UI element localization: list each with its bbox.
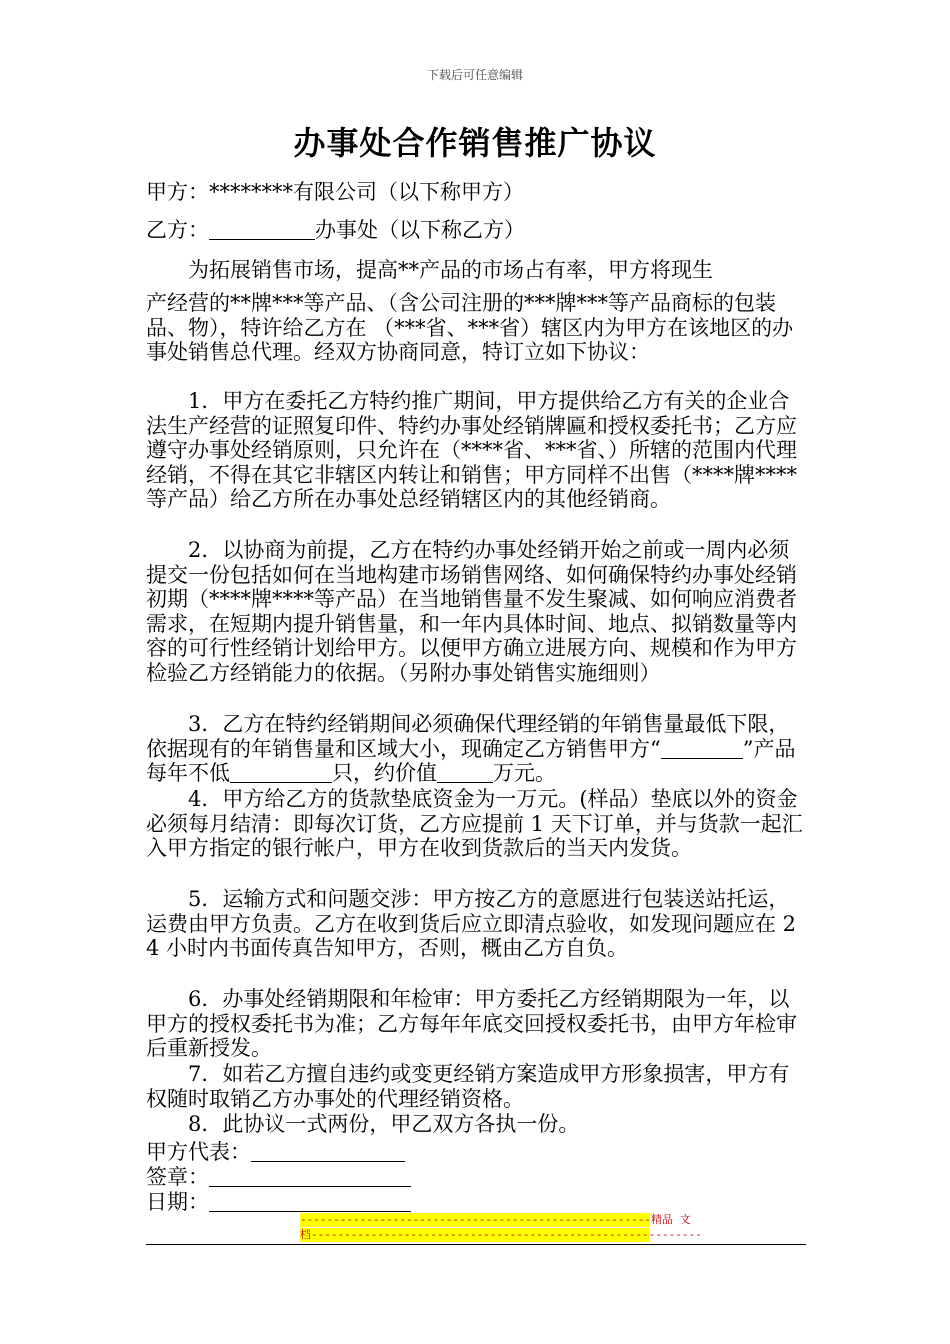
intro-paragraph: 产经营的**牌***等产品、（含公司注册的***牌***等产品商标的包装品、物），特许给乙方在 （***省、***省）辖区内为甲方在该地区的办事处销售总代理。经双方协商同意，特订立如下协议：: [146, 291, 794, 365]
intro-line1: 为拓展销售市场，提高**产品的市场占有率，甲方将现生: [188, 258, 713, 282]
document-title: 办事处合作销售推广协议: [293, 124, 657, 162]
signature-date: 日期：: [146, 1186, 411, 1216]
seal-blank: [209, 1166, 411, 1187]
footer-rule: [146, 1244, 806, 1245]
party-b-line: [146, 214, 525, 244]
signature-rep: 甲方代表：: [146, 1136, 405, 1166]
footer-line2: 档-----------------------------------------------------------: [300, 1228, 702, 1241]
party-b-suffix: 办事处（以下称乙方）: [315, 218, 525, 242]
clause-4: 4．甲方给乙方的货款垫底资金为一万元。(样品）垫底以外的资金必须每月结清：即每次订货，乙方应提前 1 天下订单，并与货款一起汇入甲方指定的银行帐户，甲方在收到货款后的当天内发货。: [146, 787, 803, 861]
header-note: 下载后可任意编辑: [426, 68, 523, 82]
date-blank: [209, 1191, 411, 1212]
signature-seal: 签章：: [146, 1161, 411, 1191]
rep-blank: [251, 1141, 405, 1162]
party-b-blank: [209, 219, 315, 240]
clause-1: 1．甲方在委托乙方特约推广期间，甲方提供给乙方有关的企业合法生产经营的证照复印件、特约办事处经销牌匾和授权委托书；乙方应遵守办事处经销原则，只允许在（****省、***省、）所辖的范围内代理经销，不得在其它非辖区内转让和销售；甲方同样不出售（****牌****等产品）给乙方所在办事处总经销辖区内的其他经销商。: [146, 389, 797, 512]
party-b-prefix: 乙方：: [146, 218, 209, 242]
clause-5: 5．运输方式和问题交涉：甲方按乙方的意愿进行包装送站托运，运费由甲方负责。乙方在收到货后应立即清点验收，如发现问题应在 24 小时内书面传真告知甲方，否则，概由乙方自负。: [146, 887, 797, 961]
clause-7: 7．如若乙方擅自违约或变更经销方案造成甲方形象损害，甲方有权随时取销乙方办事处的代理经销资格。: [146, 1062, 790, 1111]
clause-3: 3．乙方在特约经销期间必须确保代理经销的年销售量最低下限，依据现有的年销售量和区域大小，现确定乙方销售甲方“ ”产品每年不低 只，约价值 万元。: [146, 712, 796, 786]
clause-2: 2．以协商为前提，乙方在特约办事处经销开始之前或一周内必须提交一份包括如何在当地构建市场销售网络、如何确保特约办事处经销初期（****牌****等产品）在当地销售量不发生聚减、如何响应消费者需求，在短期内提升销售量，和一年内具体时间、地点、拟销数量等内容的可行性经销计划给甲方。以便甲方确立进展方向、规模和作为甲方检验乙方经销能力的依据。（另附办事处销售实施细则）: [146, 538, 797, 685]
value-blank: [437, 762, 493, 783]
clause-8: 8．此协议一式两份，甲乙双方各执一份。: [188, 1112, 580, 1136]
quantity-blank: [230, 762, 332, 783]
clause-6: 6．办事处经销期限和年检审：甲方委托乙方经销期限为一年，以甲方的授权委托书为准；乙方每年年底交回授权委托书，由甲方年检审后重新授发。: [146, 987, 797, 1061]
party-a-line: 甲方：********有限公司（以下称甲方）: [146, 180, 524, 204]
product-blank: [661, 738, 743, 759]
footer-line1: -----------------------------------------------------精品 文: [300, 1213, 691, 1226]
